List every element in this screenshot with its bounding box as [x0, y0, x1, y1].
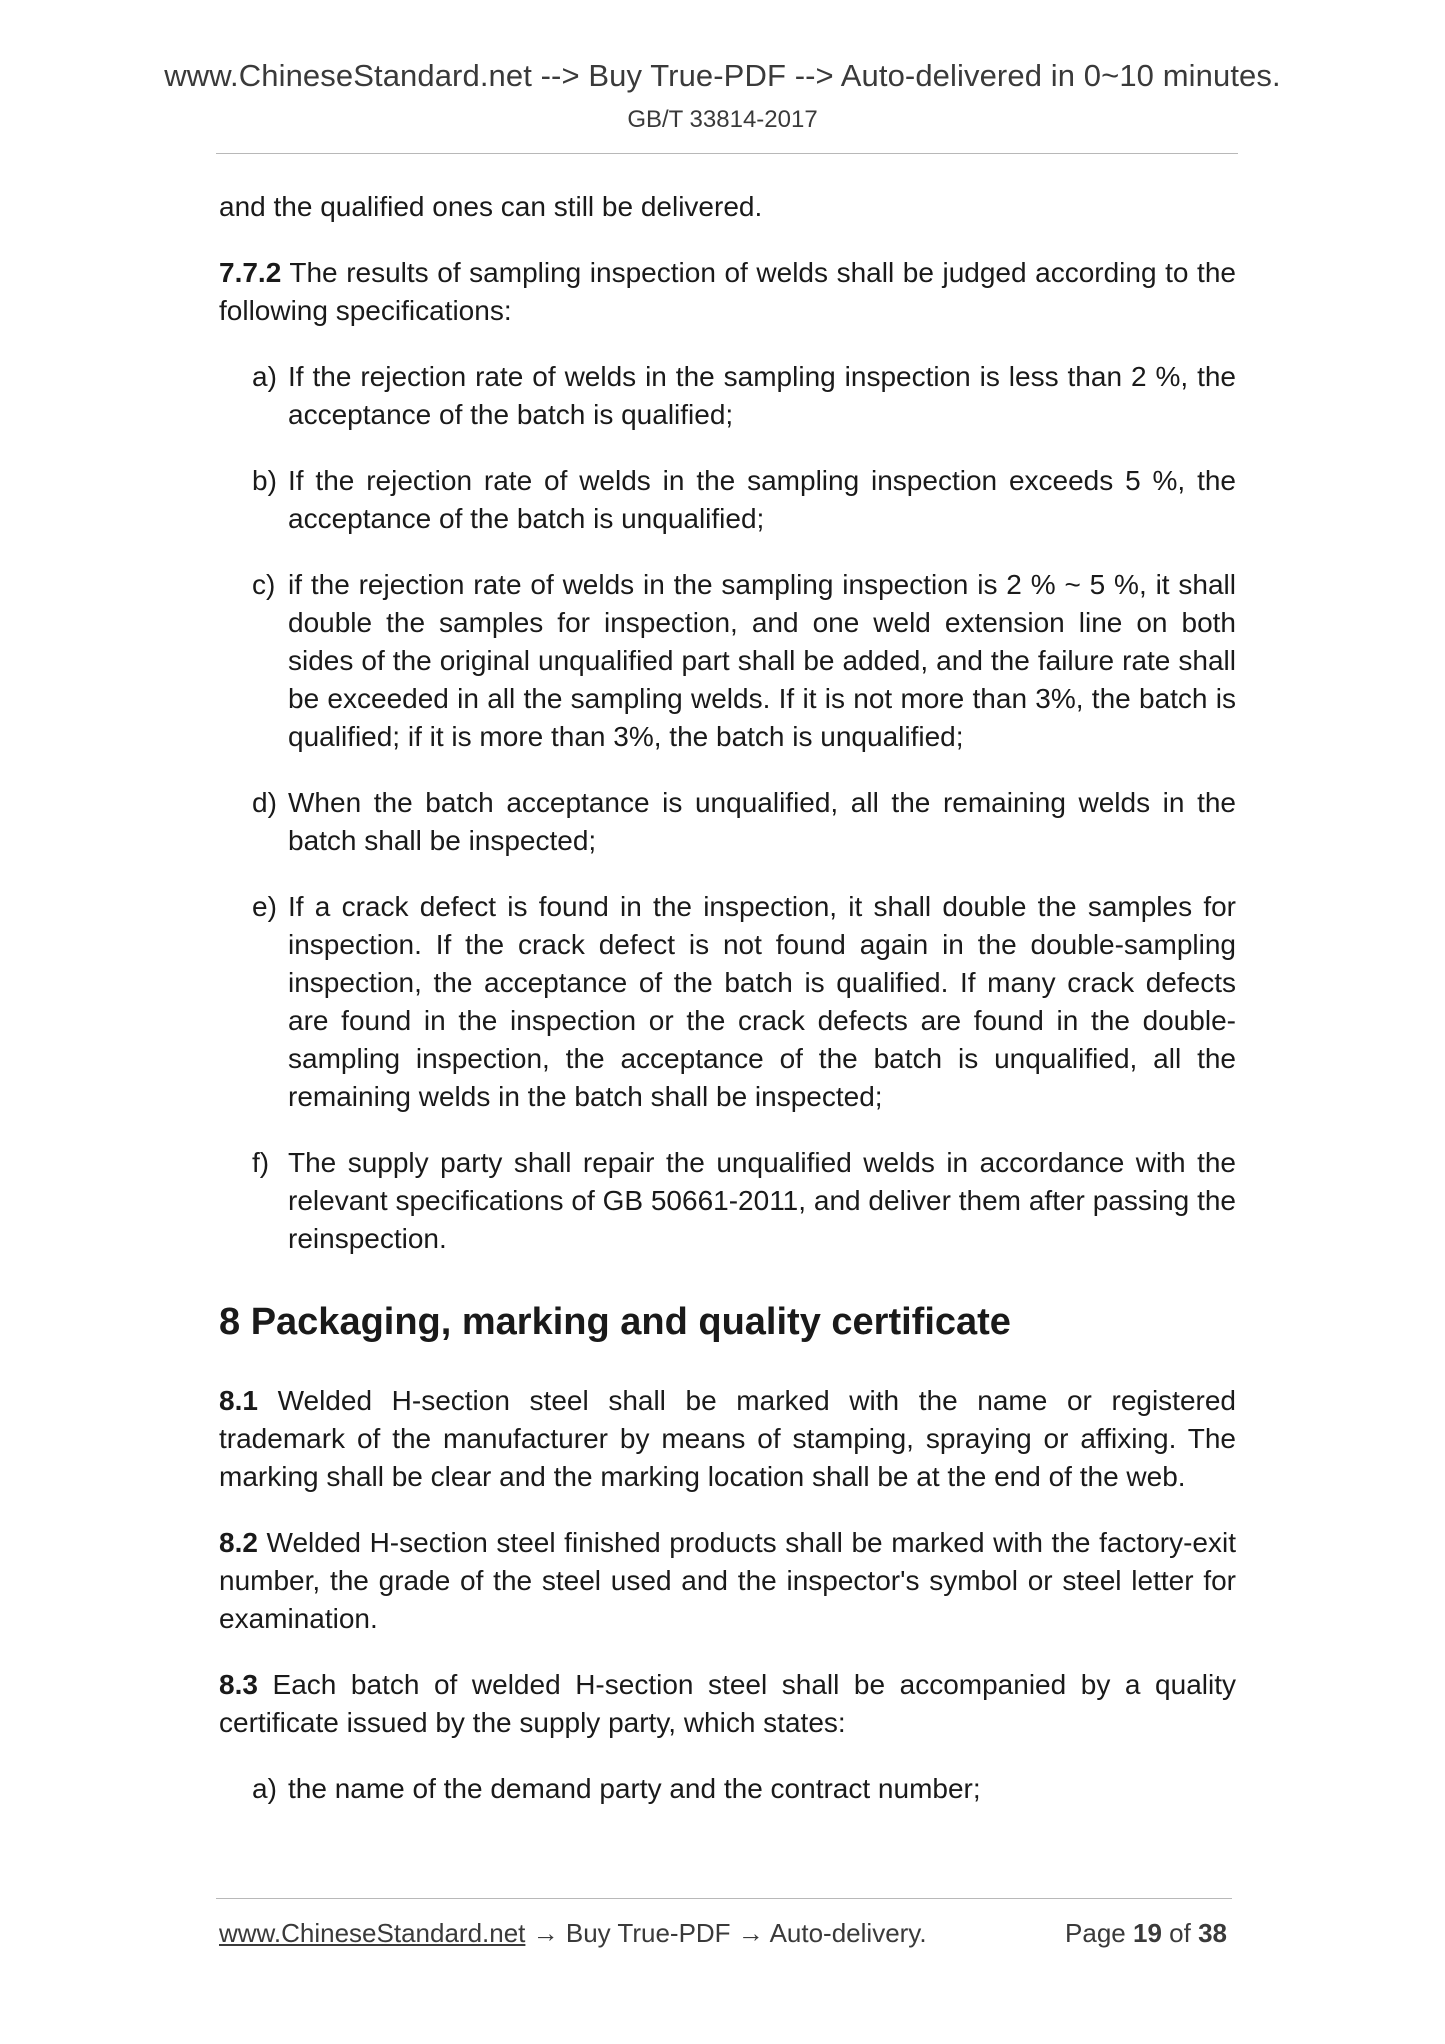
page-number: 19	[1133, 1918, 1162, 1948]
footer-links	[219, 1918, 927, 1949]
list-label: a)	[252, 361, 277, 392]
of-word: of	[1169, 1918, 1191, 1948]
clause-number: 8.2	[219, 1527, 258, 1558]
list-text: the name of the demand party and the contract number;	[288, 1773, 981, 1804]
clause-8-3	[219, 1666, 1236, 1742]
clause-number: 8.3	[219, 1669, 258, 1700]
header-divider	[216, 153, 1238, 154]
clause-text: The results of sampling inspection of welds shall be judged according to the following specifications:	[219, 257, 1236, 326]
header-banner: www.ChineseStandard.net --> Buy True-PDF --> Auto-delivered in 0~10 minutes.	[164, 58, 1281, 93]
list-text: The supply party shall repair the unqualified welds in accordance with the relevant specifications of GB 50661-2011, and deliver them after passing the reinspection.	[288, 1147, 1236, 1254]
footer-text: → Buy True-PDF → Auto-delivery.	[525, 1918, 927, 1948]
list-text: If a crack defect is found in the inspection, it shall double the samples for inspection. If the crack defect is not found again in the double-sampling inspection, the acceptance of the batch is qualified. If many crack defects are found in the inspection or the crack defects are found in the double-sampling inspection, the acceptance of the batch is unqualified, all the remaining welds in the batch shall be inspected;	[288, 891, 1236, 1112]
site-link[interactable]: www.ChineseStandard.net	[219, 1918, 526, 1948]
section-heading: 8 Packaging, marking and quality certificate	[219, 1301, 1011, 1343]
list-item	[219, 784, 1236, 860]
list-label: d)	[252, 787, 277, 818]
list-label: b)	[252, 465, 277, 496]
page-indicator	[1065, 1918, 1227, 1949]
page-body	[219, 188, 1236, 1808]
list-text: When the batch acceptance is unqualified, all the remaining welds in the batch shall be inspected;	[288, 787, 1236, 856]
list-item	[219, 462, 1236, 538]
page-word: Page	[1065, 1918, 1126, 1948]
list-label: f)	[252, 1147, 270, 1178]
clause-text: Welded H-section steel finished products shall be marked with the factory-exit number, the grade of the steel used and the inspector's symbol or steel letter for examination.	[219, 1527, 1236, 1634]
clause-number: 7.7.2	[219, 257, 282, 288]
footer-divider	[216, 1898, 1232, 1899]
clause-7-7-2	[219, 254, 1236, 330]
list-text: If the rejection rate of welds in the sampling inspection exceeds 5 %, the acceptance of the batch is unqualified;	[288, 465, 1236, 534]
clause-text: Welded H-section steel shall be marked with the name or registered trademark of the manufacturer by means of stamping, spraying or affixing. The marking shall be clear and the marking location shall be at the end of the web.	[219, 1385, 1237, 1492]
list-text: If the rejection rate of welds in the sampling inspection is less than 2 %, the acceptance of the batch is qualified;	[288, 361, 1236, 430]
list-label: a)	[252, 1773, 277, 1804]
clause-8-1	[219, 1382, 1236, 1496]
clause-text: Each batch of welded H-section steel shall be accompanied by a quality certificate issued by the supply party, which states:	[219, 1669, 1236, 1738]
list-text: if the rejection rate of welds in the sampling inspection is 2 % ~ 5 %, it shall double the samples for inspection, and one weld extension line on both sides of the original unqualified part shall be added, and the failure rate shall be exceeded in all the sampling welds. If it is not more than 3%, the batch is qualified; if it is more than 3%, the batch is unqualified;	[288, 569, 1236, 752]
list-item	[219, 566, 1236, 756]
list-item	[219, 1770, 1236, 1808]
list-item	[219, 888, 1236, 1116]
list-label: e)	[252, 891, 277, 922]
list-item	[219, 358, 1236, 434]
clause-number: 8.1	[219, 1385, 258, 1416]
continuation-paragraph: and the qualified ones can still be delivered.	[219, 191, 763, 222]
page-total: 38	[1198, 1918, 1227, 1948]
list-label: c)	[252, 569, 276, 600]
standard-code: GB/T 33814-2017	[627, 106, 818, 133]
list-item	[219, 1144, 1236, 1258]
clause-8-2	[219, 1524, 1236, 1638]
